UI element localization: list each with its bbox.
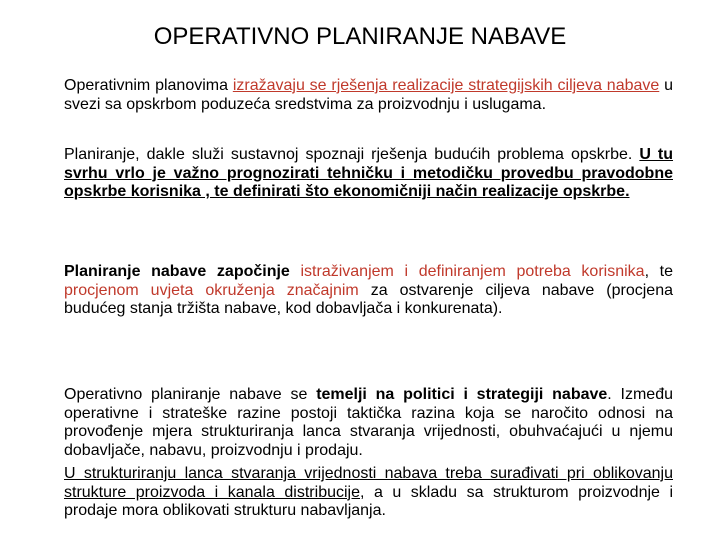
p1-text-c: u svezi sa opskrbom poduzeća sredstvima za proizvodnju i uslugama.: [64, 77, 673, 113]
paragraph-planning-purpose: [64, 146, 673, 202]
p4-text-c: . Između operativne i strateške razine postoji taktička razina koja se naročito odnosi na provođenje mjera strukturiranja lanca stvaranja vrijednosti, obuhvaćajući u njemu dobavljače, nabavu, proizvodnju i prodaju.: [64, 386, 673, 459]
p2-text-a: Planiranje, dakle služi sustavnoj spoznaji rješenja budućih problema opskrbe.: [64, 146, 640, 163]
page-title: OPERATIVNO PLANIRANJE NABAVE: [153, 23, 567, 50]
p5-text-b: , a u skladu sa strukturom proizvodnje i prodaje mora oblikovati strukturu nabavljanja.: [64, 483, 673, 520]
p5-underlined: U strukturiranju lanca stvaranja vrijednosti nabava treba surađivati pri oblikovanju strukture proizvoda i kanala distribucije: [64, 465, 673, 501]
p1-text-a: Operativnim planovima: [64, 77, 233, 94]
p3-text-a: Planiranje nabave započinje: [64, 263, 301, 280]
p3-text-c: , te: [644, 263, 674, 280]
p2-emphasis: U tu svrhu vrlo je važno prognozirati tehničku i metodičku provedbu pravodobne opskrbe korisnika , te definirati što ekonomičniji način realizacije opskrbe.: [64, 146, 674, 201]
p4-text-a: Operativno planiranje nabave se: [64, 386, 317, 403]
p3-highlight-needs: istraživanjem i definiranjem potreba korisnika: [300, 263, 645, 280]
paragraph-value-chain: [64, 465, 673, 521]
p1-highlight: izražavaju se rješenja realizacije strategijskih ciljeva nabave: [232, 77, 660, 94]
p3-text-e: za ostvarenje ciljeva nabave (procjena budućeg stanja tržišta nabave, kod dobavljača i konkurenata).: [64, 281, 673, 318]
paragraph-planning-start: [64, 263, 673, 319]
paragraph-operative-plans: [64, 77, 673, 114]
p4-emphasis: temelji na politici i strategiji nabave: [316, 386, 608, 403]
paragraph-operative-strategy: [64, 386, 673, 460]
p3-highlight-environment: procjenom uvjeta okruženja značajnim: [64, 281, 359, 299]
